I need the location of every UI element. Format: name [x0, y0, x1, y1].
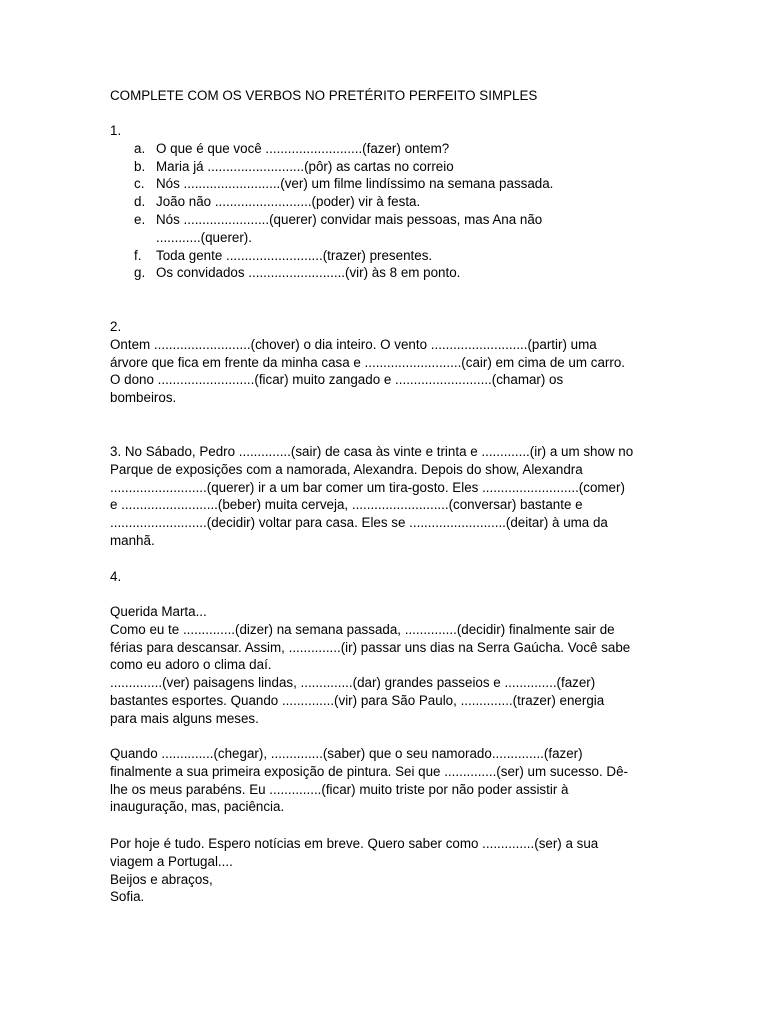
- item-text: João não ..........................(poder) vir à festa.: [156, 194, 421, 210]
- list-item: [110, 175, 553, 193]
- item-text: Nós ..........................(ver) um filme lindíssimo na semana passada.: [156, 176, 554, 192]
- letter-paragraph-2: [110, 745, 650, 816]
- text-line: árvore que fica em frente da minha casa e ..........................(cair) em cima de um carro.: [110, 354, 625, 370]
- item-text: O que é que você ..........................(fazer) ontem?: [156, 140, 450, 156]
- list-item: [110, 211, 553, 229]
- text-line: Quando ..............(chegar), ..............(saber) que o seu namorado..............(fazer): [110, 746, 583, 761]
- exercise-3: [110, 443, 650, 550]
- text-line: para mais alguns meses.: [110, 710, 259, 726]
- letter-closing: Beijos e abraços,: [110, 871, 213, 887]
- item-marker: d.: [134, 194, 146, 210]
- letter-paragraph-1: [110, 603, 650, 728]
- item-marker: e.: [134, 211, 146, 227]
- exercise-1-number: 1.: [110, 123, 122, 138]
- text-line: bastantes esportes. Quando ..............(vir) para São Paulo, ..............(trazer) energia: [110, 692, 605, 708]
- text-line: ..........................(decidir) voltar para casa. Eles se ..........................(deitar) à uma da: [110, 515, 608, 531]
- item-e-continuation: ............(querer).: [156, 229, 252, 245]
- text-line: 3. No Sábado, Pedro ..............(sair) de casa às vinte e trinta e .............(ir) a um show no: [110, 444, 634, 459]
- text-line: Por hoje é tudo. Espero notícias em breve. Quero saber como ..............(ser) a sua: [110, 836, 599, 851]
- letter-greeting: Querida Marta...: [110, 604, 207, 619]
- item-marker: f.: [134, 247, 142, 263]
- text-line: inauguração, mas, paciência.: [110, 799, 285, 815]
- exercise-4-number: 4.: [110, 569, 122, 584]
- text-line: como eu adoro o clima daí.: [110, 657, 272, 673]
- item-text: Nós .......................(querer) convidar mais pessoas, mas Ana não: [156, 211, 543, 227]
- text-line: Parque de exposições com a namorada, Alexandra. Depois do show, Alexandra: [110, 461, 583, 477]
- exercise-1-list: [110, 140, 553, 229]
- text-line: férias para descansar. Assim, ..............(ir) passar uns dias na Serra Gaúcha. Você sabe: [110, 639, 631, 655]
- exercise-2: [110, 318, 650, 407]
- text-line: lhe os meus parabéns. Eu ..............(ficar) muito triste por não poder assistir à: [110, 781, 569, 797]
- text-line: bombeiros.: [110, 390, 177, 406]
- item-marker: g.: [134, 265, 146, 281]
- text-line: O dono ..........................(ficar) muito zangado e ..........................(chamar) os: [110, 372, 564, 388]
- letter-signature: Sofia.: [110, 889, 145, 905]
- letter-paragraph-3: [110, 835, 650, 906]
- list-item: [110, 264, 553, 282]
- page-title: COMPLETE COM OS VERBOS NO PRETÉRITO PERFEITO SIMPLES: [110, 88, 538, 103]
- text-line: manhã.: [110, 532, 155, 548]
- item-marker: b.: [134, 158, 146, 174]
- exercise-2-number: 2.: [110, 319, 122, 334]
- exercise-1-list-continued: [110, 247, 553, 283]
- text-line: finalmente a sua primeira exposição de pintura. Sei que ..............(ser) um sucesso. Dê-: [110, 763, 629, 779]
- item-marker: a.: [134, 140, 146, 156]
- text-line: e ..........................(beber) muita cerveja, ..........................(conversar) bastante e: [110, 497, 583, 513]
- list-item: [110, 247, 553, 265]
- item-text: Os convidados ..........................(vir) às 8 em ponto.: [156, 265, 461, 281]
- text-line: Ontem ..........................(chover) o dia inteiro. O vento ..........................(partir) uma: [110, 336, 597, 352]
- exercise-1: [110, 122, 553, 282]
- item-marker: c.: [134, 176, 145, 192]
- text-line: ..............(ver) paisagens lindas, ..............(dar) grandes passeios e ..............(fazer): [110, 675, 596, 691]
- text-line: ..........................(querer) ir a um bar comer um tira-gosto. Eles ..........................(comer): [110, 479, 625, 495]
- list-item: [110, 140, 553, 158]
- item-text: Maria já ..........................(pôr) as cartas no correio: [156, 158, 454, 174]
- list-item: [110, 193, 553, 211]
- text-line: Como eu te ..............(dizer) na semana passada, ..............(decidir) finalmente sair de: [110, 621, 615, 637]
- item-text: Toda gente ..........................(trazer) presentes.: [156, 247, 433, 263]
- text-line: viagem a Portugal....: [110, 853, 233, 869]
- list-item: [110, 158, 553, 176]
